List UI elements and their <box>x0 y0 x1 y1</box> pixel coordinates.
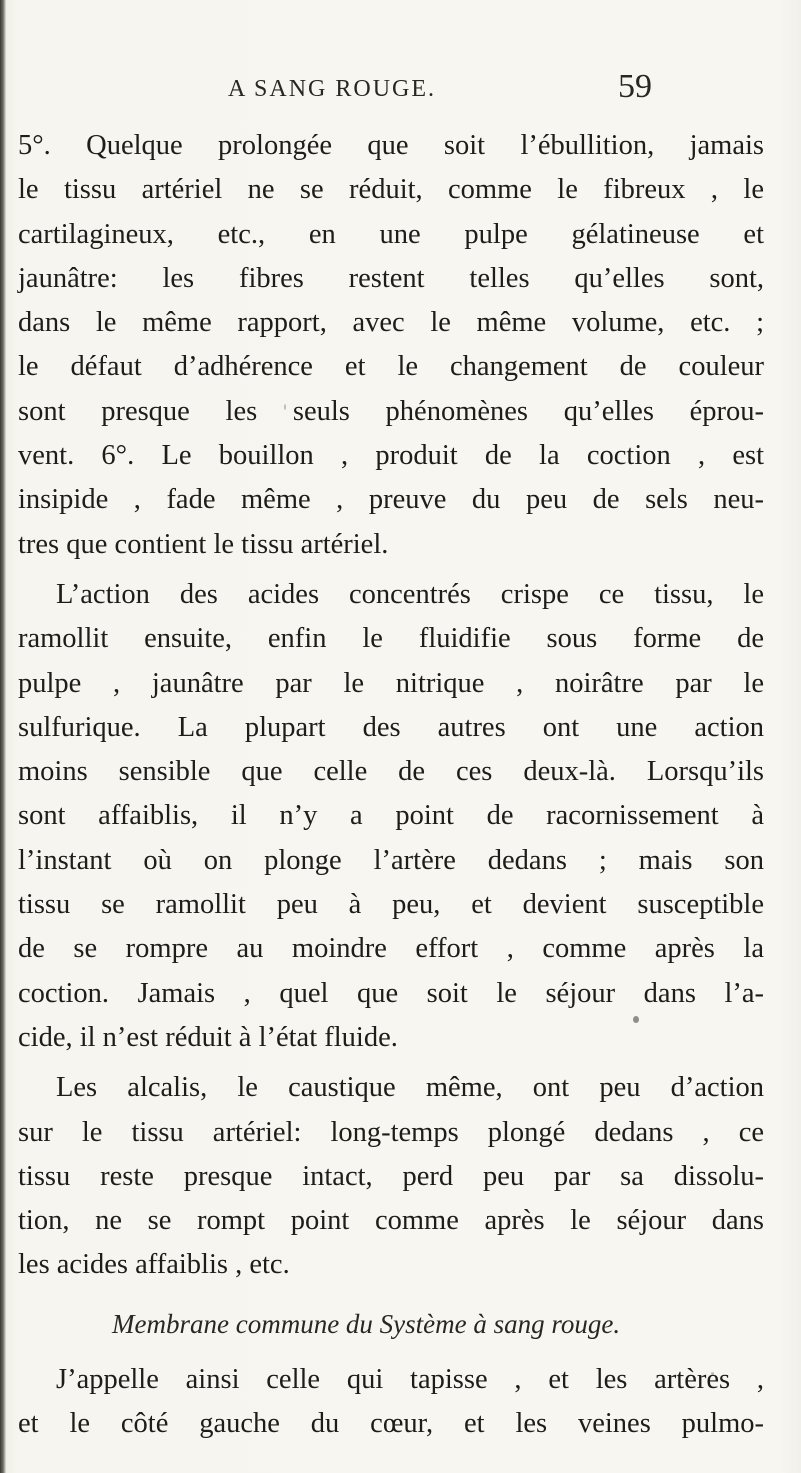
section-title: Membrane commune du Système à sang rouge. <box>112 1308 621 1339</box>
text-line: tion, ne se rompt point comme après le séjour dans <box>18 1205 764 1237</box>
page-number: 59 <box>618 68 652 105</box>
text-line: tissu se ramollit peu à peu, et devient susceptible <box>18 889 764 921</box>
text-line: cide, il n’est réduit à l’état fluide. <box>18 1021 398 1053</box>
page-body <box>14 124 764 1446</box>
text-line: insipide , fade même , preuve du peu de sels neu- <box>18 484 764 516</box>
running-head: A SANG ROUGE. <box>228 76 437 102</box>
text-line: L’action des acides concentrés crispe ce tissu, le <box>56 578 764 610</box>
text-line: coction. Jamais , quel que soit le séjour dans l’a- <box>18 977 764 1009</box>
text-line: les acides affaiblis , etc. <box>18 1249 290 1281</box>
text-line: jaunâtre: les fibres restent telles qu’elles sont, <box>18 262 764 294</box>
page-header <box>0 68 801 112</box>
text-line: sulfurique. La plupart des autres ont une action <box>18 711 764 743</box>
text-line: sont presque les seuls phénomènes qu’elles éprou- <box>18 395 764 427</box>
text-line: tres que contient le tissu artériel. <box>18 528 389 560</box>
text-line: l’instant où on plonge l’artère dedans ; mais son <box>18 844 764 876</box>
text-line: Les alcalis, le caustique même, ont peu d’action <box>56 1072 764 1104</box>
text-line: tissu reste presque intact, perd peu par sa dissolu- <box>18 1160 764 1192</box>
text-line: et le côté gauche du cœur, et les veines pulmo- <box>18 1408 764 1440</box>
text-line: 5°. Quelque prolongée que soit l’ébullition, jamais <box>18 130 764 161</box>
text-line: J’appelle ainsi celle qui tapisse , et les artères , <box>56 1363 764 1395</box>
text-line: sont affaiblis, il n’y a point de racornissement à <box>18 800 764 832</box>
text-line: le tissu artériel ne se réduit, comme le fibreux , le <box>18 174 764 206</box>
text-line: cartilagineux, etc., en une pulpe gélatineuse et <box>18 218 764 250</box>
text-line: pulpe , jaunâtre par le nitrique , noirâtre par le <box>18 667 764 699</box>
ink-speck <box>633 1016 639 1023</box>
text-line: sur le tissu artériel: long-temps plongé dedans , ce <box>18 1116 764 1148</box>
text-line: vent. 6°. Le bouillon , produit de la coction , est <box>18 440 764 472</box>
ink-speck <box>711 1372 714 1375</box>
page-binding-edge <box>0 0 6 1473</box>
text-line: moins sensible que celle de ces deux-là. Lorsqu’ils <box>18 756 764 788</box>
text-line: le défaut d’adhérence et le changement de couleur <box>18 351 764 383</box>
text-line: ramollit ensuite, enfin le fluidifie sous forme de <box>18 623 764 655</box>
ink-speck <box>284 404 286 410</box>
text-line: de se rompre au moindre effort , comme après la <box>18 933 764 965</box>
text-line: dans le même rapport, avec le même volume, etc. ; <box>18 307 764 339</box>
